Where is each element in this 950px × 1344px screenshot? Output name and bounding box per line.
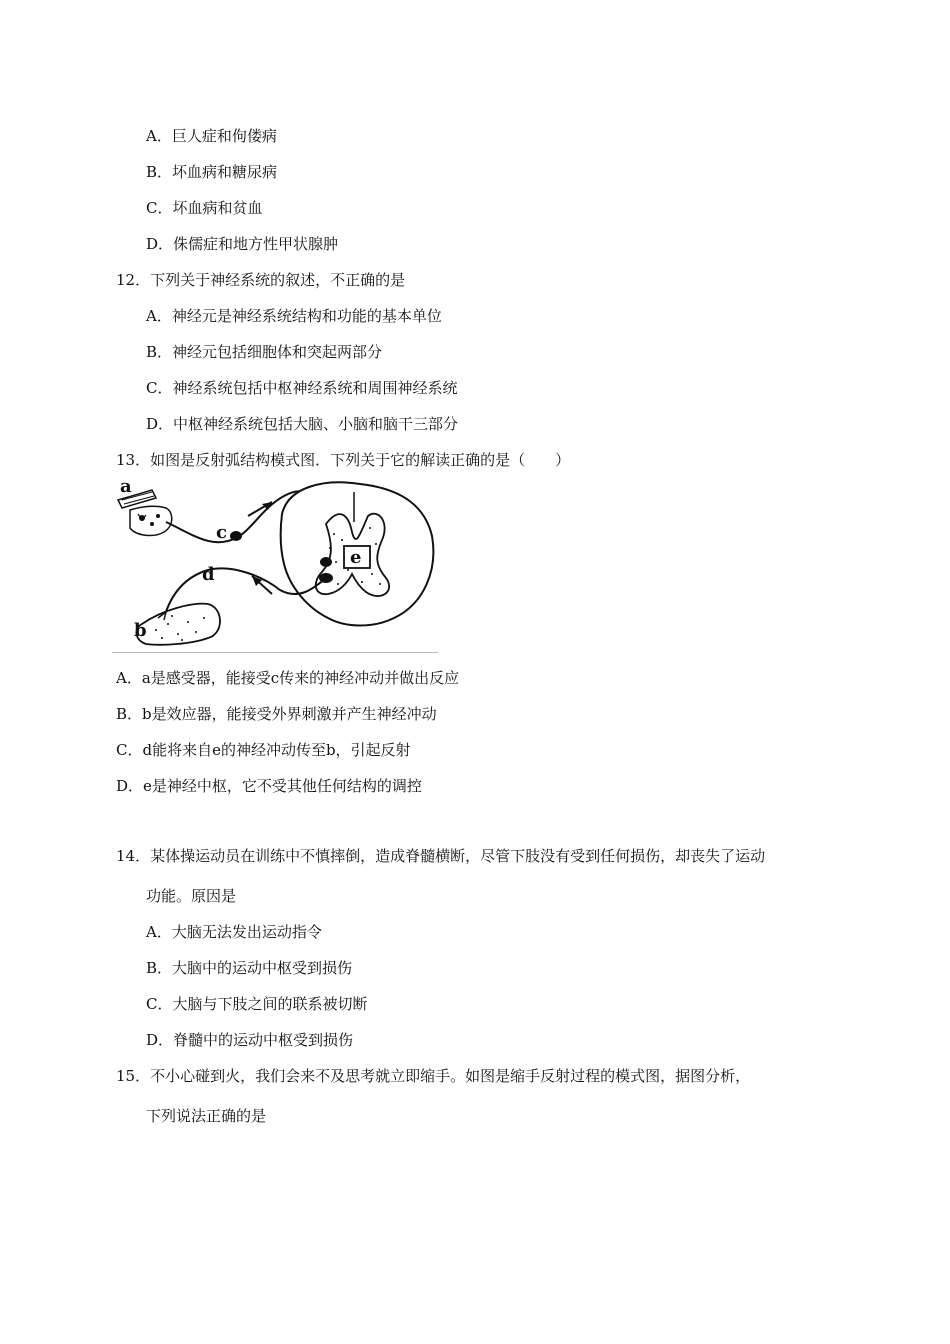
q13-stem: 13．如图是反射弧结构模式图．下列关于它的解读正确的是（ ）	[116, 451, 571, 469]
ganglion-c	[230, 531, 242, 541]
q14-option-d: D．脊髓中的运动中枢受到损伤	[146, 1031, 354, 1049]
q12-option-d: D．中枢神经系统包括大脑、小脑和脑干三部分	[146, 415, 459, 433]
q14-option-a: A．大脑无法发出运动指令	[146, 923, 322, 941]
q14-stem: 14．某体操运动员在训练中不慎摔倒，造成脊髓横断，尽管下肢没有受到任何损伤，却丧失了运动	[116, 847, 766, 865]
q11-option-a: A．巨人症和佝偻病	[146, 127, 277, 145]
label-b: b	[134, 620, 147, 641]
label-e: e	[350, 547, 362, 568]
q14-option-c: C．大脑与下肢之间的联系被切断	[146, 995, 368, 1013]
q12-option-c: C．神经系统包括中枢神经系统和周围神经系统	[146, 379, 458, 397]
q14-option-b: B．大脑中的运动中枢受到损伤	[146, 959, 353, 977]
q12-option-b: B．神经元包括细胞体和突起两部分	[146, 343, 383, 361]
q12-option-a: A．神经元是神经系统结构和功能的基本单位	[146, 307, 442, 325]
q11-option-b: B．坏血病和糖尿病	[146, 163, 278, 181]
q15-stem-continued: 下列说法正确的是	[146, 1107, 267, 1125]
q13-option-c: C．d能将来自e的神经冲动传至b，引起反射	[116, 741, 411, 759]
q15-stem: 15．不小心碰到火，我们会来不及思考就立即缩手。如图是缩手反射过程的模式图，据图分析，	[116, 1067, 751, 1085]
effector-b	[136, 604, 220, 645]
q11-option-d: D．侏儒症和地方性甲状腺肿	[146, 235, 339, 253]
q13-option-a: A．a是感受器，能接受c传来的神经冲动并做出反应	[116, 669, 460, 687]
q13-option-d: D．e是神经中枢，它不受其他任何结构的调控	[116, 777, 422, 795]
q13-option-b: B．b是效应器，能接受外界刺激并产生神经冲动	[116, 705, 437, 723]
label-d: d	[202, 564, 215, 585]
q14-stem-continued: 功能。原因是	[146, 887, 237, 905]
q12-stem: 12．下列关于神经系统的叙述，不正确的是	[116, 271, 406, 289]
label-c: c	[216, 522, 227, 543]
q11-option-c: C．坏血病和贫血	[146, 199, 263, 217]
reflex-arc-figure	[112, 478, 442, 654]
label-a: a	[120, 478, 132, 497]
figure-underline	[112, 652, 438, 653]
